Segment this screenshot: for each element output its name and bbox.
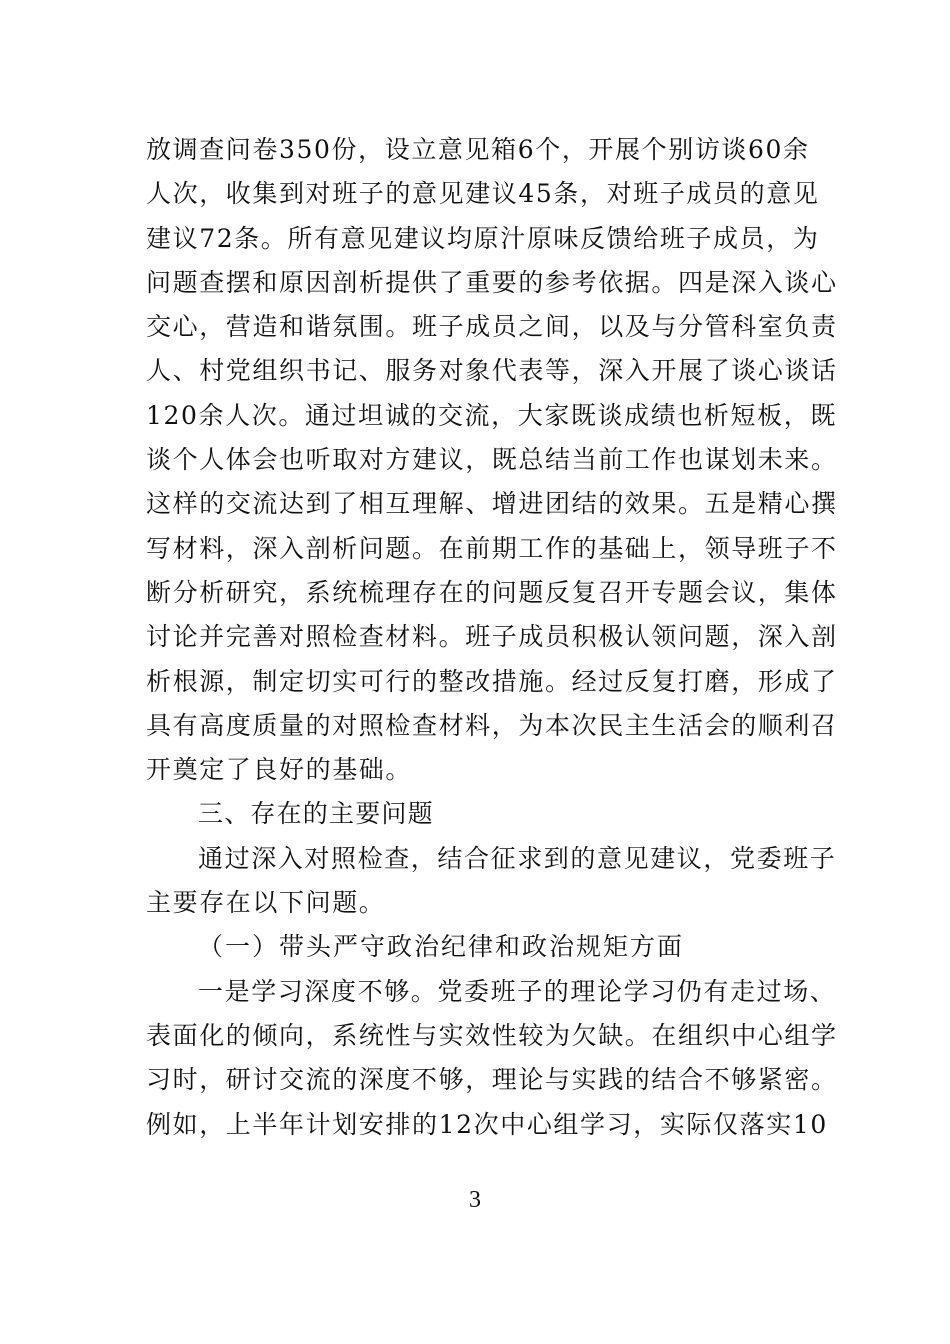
body-text	[146, 128, 838, 1147]
text-line: 写材料，深入剖析问题。在前期工作的基础上，领导班子不	[146, 533, 838, 563]
text-line: 讨论并完善对照检查材料。班子成员积极认领问题，深入剖	[146, 622, 838, 652]
page-number: 3	[469, 1187, 481, 1213]
subsection-line: 表面化的倾向，系统性与实效性较为欠缺。在组织中心组学	[146, 1020, 838, 1050]
text-line: 开奠定了良好的基础。	[146, 755, 413, 785]
text-line: 具有高度质量的对照检查材料，为本次民主生活会的顺利召	[146, 710, 838, 740]
text-line: 析根源，制定切实可行的整改措施。经过反复打磨，形成了	[146, 666, 838, 696]
text-line: 这样的交流达到了相互理解、增进团结的效果。五是精心撰	[146, 489, 838, 519]
subsection-line: 一是学习深度不够。党委班子的理论学习仍有走过场、	[198, 976, 837, 1006]
text-line: 谈个人体会也听取对方建议，既总结当前工作也谋划未来。	[146, 445, 838, 475]
text-line: 人、村党组织书记、服务对象代表等，深入开展了谈心谈话	[146, 356, 838, 386]
text-line: 问题查摆和原因剖析提供了重要的参考依据。四是深入谈心	[146, 267, 838, 297]
subsection-line: 习时，研讨交流的深度不够，理论与实践的结合不够紧密。	[146, 1065, 838, 1095]
text-line: 人次，收集到对班子的意见建议45条，对班子成员的意见	[146, 179, 820, 209]
text-line: 放调查问卷350份，设立意见箱6个，开展个别访谈60余	[146, 135, 810, 164]
section-intro-line: 主要存在以下问题。	[146, 888, 386, 918]
section-heading: 三、存在的主要问题	[198, 799, 434, 829]
text-line: 断分析研究，系统梳理存在的问题反复召开专题会议，集体	[146, 577, 838, 607]
subsection-line: 例如，上半年计划安排的12次中心组学习，实际仅落实10	[146, 1109, 828, 1139]
text-line: 建议72条。所有意见建议均原汁原味反馈给班子成员，为	[146, 223, 820, 253]
text-line: 交心，营造和谐氛围。班子成员之间，以及与分管科室负责	[146, 312, 838, 342]
text-line: 120余人次。通过坦诚的交流，大家既谈成绩也析短板，既	[146, 400, 837, 430]
section-intro-line: 通过深入对照检查，结合征求到的意见建议，党委班子	[198, 843, 837, 873]
subsection-heading: （一）带头严守政治纪律和政治规矩方面	[198, 932, 685, 962]
